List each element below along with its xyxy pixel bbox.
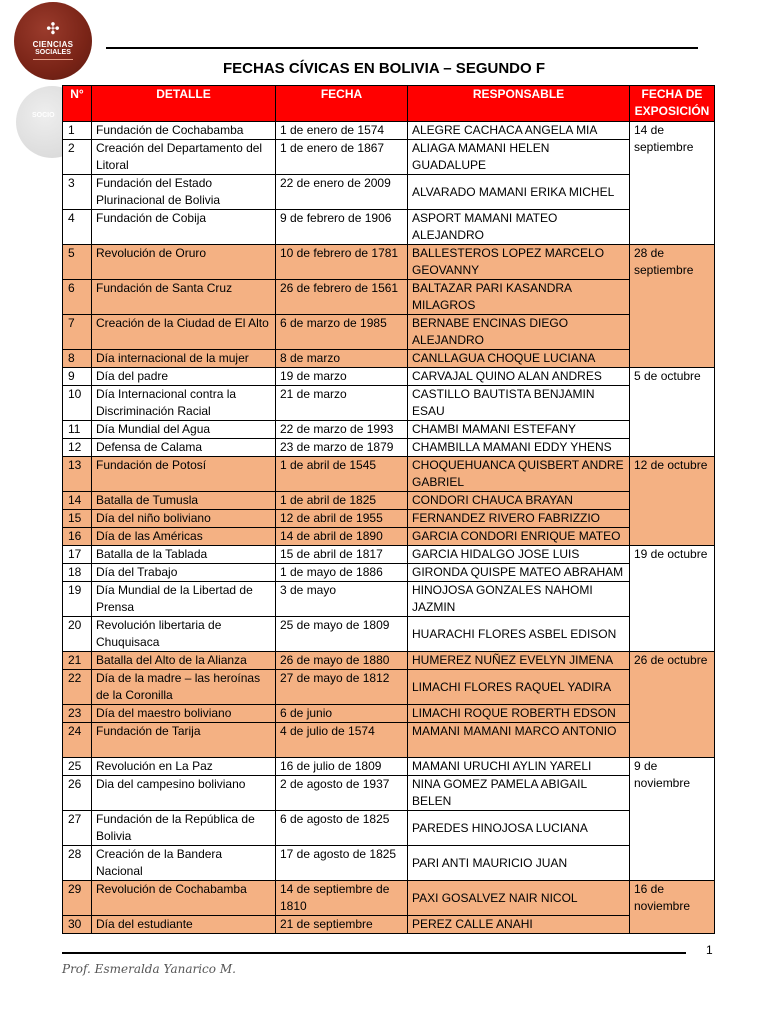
fecha-cell: 14 de septiembre de 1810 [276,881,408,916]
fecha-cell: 8 de marzo [276,350,408,368]
row-number-cell: 29 [63,881,92,916]
row-number-cell: 21 [63,652,92,670]
responsable-cell: HINOJOSA GONZALES NAHOMI JAZMIN [408,582,630,617]
detalle-cell: Dia del campesino boliviano [92,776,276,811]
table-row [63,421,715,439]
detalle-cell: Fundación del Estado Plurinacional de Bolivia [92,175,276,210]
responsable-cell: GARCIA CONDORI ENRIQUE MATEO [408,528,630,546]
fecha-cell: 17 de agosto de 1825 [276,846,408,881]
fecha-cell: 26 de febrero de 1561 [276,280,408,315]
detalle-cell: Fundación de Potosí [92,457,276,492]
responsable-cell: LIMACHI FLORES RAQUEL YADIRA [408,670,630,705]
fecha-cell: 1 de abril de 1825 [276,492,408,510]
responsable-cell: LIMACHI ROQUE ROBERTH EDSON [408,705,630,723]
table-row [63,350,715,368]
responsable-cell: BALLESTEROS LOPEZ MARCELO GEOVANNY [408,245,630,280]
responsable-cell: GIRONDA QUISPE MATEO ABRAHAM [408,564,630,582]
responsable-cell: PAXI GOSALVEZ NAIR NICOL [408,881,630,916]
detalle-cell: Revolución de Oruro [92,245,276,280]
fecha-cell: 21 de septiembre [276,916,408,934]
row-number-cell: 30 [63,916,92,934]
fecha-cell: 4 de julio de 1574 [276,723,408,758]
page-title: FECHAS CÍVICAS EN BOLIVIA – SEGUNDO F [223,60,545,77]
table-row [63,315,715,350]
header-rule [106,47,698,49]
detalle-cell: Creación de la Bandera Nacional [92,846,276,881]
row-number-cell: 25 [63,758,92,776]
header-exposicion: FECHA DE EXPOSICIÓN [630,86,715,122]
table-row [63,776,715,811]
row-number-cell: 16 [63,528,92,546]
responsable-cell: MAMANI URUCHI AYLIN YARELI [408,758,630,776]
row-number-cell: 6 [63,280,92,315]
responsable-cell: HUARACHI FLORES ASBEL EDISON [408,617,630,652]
row-number-cell: 19 [63,582,92,617]
page-number: 1 [706,943,713,957]
row-number-cell: 18 [63,564,92,582]
detalle-cell: Día de las Américas [92,528,276,546]
row-number-cell: 7 [63,315,92,350]
footer-rule [62,952,686,954]
fecha-cell: 12 de abril de 1955 [276,510,408,528]
responsable-cell: CHAMBI MAMANI ESTEFANY [408,421,630,439]
table-row [63,457,715,492]
table-row [63,386,715,421]
responsable-cell: CARVAJAL QUINO ALAN ANDRES [408,368,630,386]
header-detalle: DETALLE [92,86,276,122]
table-row [63,280,715,315]
responsable-cell: CONDORI CHAUCA BRAYAN [408,492,630,510]
header-no: N° [63,86,92,122]
fecha-cell: 14 de abril de 1890 [276,528,408,546]
row-number-cell: 5 [63,245,92,280]
table-row [63,811,715,846]
detalle-cell: Fundación de Cochabamba [92,122,276,140]
table-row [63,175,715,210]
fecha-cell: 21 de marzo [276,386,408,421]
row-number-cell: 12 [63,439,92,457]
row-number-cell: 24 [63,723,92,758]
fecha-cell: 3 de mayo [276,582,408,617]
row-number-cell: 13 [63,457,92,492]
detalle-cell: Día Mundial de la Libertad de Prensa [92,582,276,617]
row-number-cell: 22 [63,670,92,705]
responsable-cell: ALVARADO MAMANI ERIKA MICHEL [408,175,630,210]
row-number-cell: 17 [63,546,92,564]
table-row [63,245,715,280]
fecha-cell: 22 de enero de 2009 [276,175,408,210]
detalle-cell: Revolución de Cochabamba [92,881,276,916]
fecha-cell: 1 de enero de 1574 [276,122,408,140]
detalle-cell: Defensa de Calama [92,439,276,457]
header-fecha: FECHA [276,86,408,122]
fecha-cell: 6 de marzo de 1985 [276,315,408,350]
fecha-cell: 25 de mayo de 1809 [276,617,408,652]
row-number-cell: 2 [63,140,92,175]
responsable-cell: PAREDES HINOJOSA LUCIANA [408,811,630,846]
row-number-cell: 8 [63,350,92,368]
header-responsable: RESPONSABLE [408,86,630,122]
detalle-cell: Día internacional de la mujer [92,350,276,368]
responsable-cell: GARCIA HIDALGO JOSE LUIS [408,546,630,564]
responsable-cell: CASTILLO BAUTISTA BENJAMIN ESAU [408,386,630,421]
detalle-cell: Creación de la Ciudad de El Alto [92,315,276,350]
exposicion-cell: 9 de noviembre [630,758,715,881]
fecha-cell: 23 de marzo de 1879 [276,439,408,457]
exposicion-cell: 5 de octubre [630,368,715,457]
responsable-cell: BERNABE ENCINAS DIEGO ALEJANDRO [408,315,630,350]
fecha-cell: 9 de febrero de 1906 [276,210,408,245]
responsable-cell: ALIAGA MAMANI HELEN GUADALUPE [408,140,630,175]
fecha-cell: 2 de agosto de 1937 [276,776,408,811]
table-body [63,122,715,934]
responsable-cell: ASPORT MAMANI MATEO ALEJANDRO [408,210,630,245]
fecha-cell: 16 de julio de 1809 [276,758,408,776]
table-header-row [63,86,715,122]
responsable-cell: PEREZ CALLE ANAHI [408,916,630,934]
table-row [63,846,715,881]
fecha-cell: 10 de febrero de 1781 [276,245,408,280]
responsable-cell: CHOQUEHUANCA QUISBERT ANDRE GABRIEL [408,457,630,492]
exposicion-cell: 12 de octubre [630,457,715,546]
fecha-cell: 15 de abril de 1817 [276,546,408,564]
table-row [63,617,715,652]
table-row [63,368,715,386]
detalle-cell: Día del estudiante [92,916,276,934]
fecha-cell: 22 de marzo de 1993 [276,421,408,439]
responsable-cell: BALTAZAR PARI KASANDRA MILAGROS [408,280,630,315]
table-row [63,652,715,670]
row-number-cell: 20 [63,617,92,652]
fecha-cell: 27 de mayo de 1812 [276,670,408,705]
civic-dates-table [62,85,715,934]
table-row [63,528,715,546]
table-row [63,881,715,916]
watermark-text: SOCIO [32,112,55,119]
responsable-cell: MAMANI MAMANI MARCO ANTONIO [408,723,630,758]
table-row [63,723,715,758]
table-row [63,510,715,528]
table-row [63,439,715,457]
table-row [63,564,715,582]
row-number-cell: 9 [63,368,92,386]
row-number-cell: 11 [63,421,92,439]
responsable-cell: PARI ANTI MAURICIO JUAN [408,846,630,881]
exposicion-cell: 19 de octubre [630,546,715,652]
exposicion-cell: 14 de septiembre [630,122,715,245]
logo-line-1: CIENCIAS [32,40,74,49]
responsable-cell: HUMEREZ NUÑEZ EVELYN JIMENA [408,652,630,670]
table-row [63,122,715,140]
table-row [63,670,715,705]
detalle-cell: Fundación de Tarija [92,723,276,758]
detalle-cell: Día Mundial del Agua [92,421,276,439]
row-number-cell: 23 [63,705,92,723]
teacher-signature: Prof. Esmeralda Yanarico M. [62,962,236,976]
responsable-cell: ALEGRE CACHACA ANGELA MIA [408,122,630,140]
exposicion-cell: 28 de septiembre [630,245,715,368]
detalle-cell: Fundación de la República de Bolivia [92,811,276,846]
detalle-cell: Día del niño boliviano [92,510,276,528]
responsable-cell: FERNANDEZ RIVERO FABRIZZIO [408,510,630,528]
detalle-cell: Día del Trabajo [92,564,276,582]
responsable-cell: NINA GOMEZ PAMELA ABIGAIL BELEN [408,776,630,811]
fecha-cell: 1 de abril de 1545 [276,457,408,492]
table-row [63,758,715,776]
table-row [63,546,715,564]
detalle-cell: Creación del Departamento del Litoral [92,140,276,175]
detalle-cell: Día del maestro boliviano [92,705,276,723]
table-row [63,140,715,175]
fecha-cell: 1 de enero de 1867 [276,140,408,175]
table-row [63,210,715,245]
row-number-cell: 27 [63,811,92,846]
row-number-cell: 1 [63,122,92,140]
detalle-cell: Fundación de Cobija [92,210,276,245]
table-row [63,492,715,510]
fecha-cell: 1 de mayo de 1886 [276,564,408,582]
row-number-cell: 10 [63,386,92,421]
detalle-cell: Revolución en La Paz [92,758,276,776]
row-number-cell: 15 [63,510,92,528]
responsable-cell: CANLLAGUA CHOQUE LUCIANA [408,350,630,368]
table-row [63,916,715,934]
detalle-cell: Día del padre [92,368,276,386]
row-number-cell: 4 [63,210,92,245]
fecha-cell: 6 de junio [276,705,408,723]
row-number-cell: 28 [63,846,92,881]
table-row [63,705,715,723]
responsable-cell: CHAMBILLA MAMANI EDDY YHENS [408,439,630,457]
detalle-cell: Batalla del Alto de la Alianza [92,652,276,670]
detalle-cell: Fundación de Santa Cruz [92,280,276,315]
detalle-cell: Revolución libertaria de Chuquisaca [92,617,276,652]
fecha-cell: 19 de marzo [276,368,408,386]
fecha-cell: 6 de agosto de 1825 [276,811,408,846]
exposicion-cell: 16 de noviembre [630,881,715,934]
row-number-cell: 3 [63,175,92,210]
logo-line-2: SOCIALES [35,49,71,56]
detalle-cell: Día de la madre – las heroínas de la Coronilla [92,670,276,705]
logo-emblem-icon: ✣ [46,21,60,38]
detalle-cell: Batalla de Tumusla [92,492,276,510]
exposicion-cell: 26 de octubre [630,652,715,758]
detalle-cell: Día Internacional contra la Discriminación Racial [92,386,276,421]
row-number-cell: 14 [63,492,92,510]
table-row [63,582,715,617]
row-number-cell: 26 [63,776,92,811]
detalle-cell: Batalla de la Tablada [92,546,276,564]
fecha-cell: 26 de mayo de 1880 [276,652,408,670]
